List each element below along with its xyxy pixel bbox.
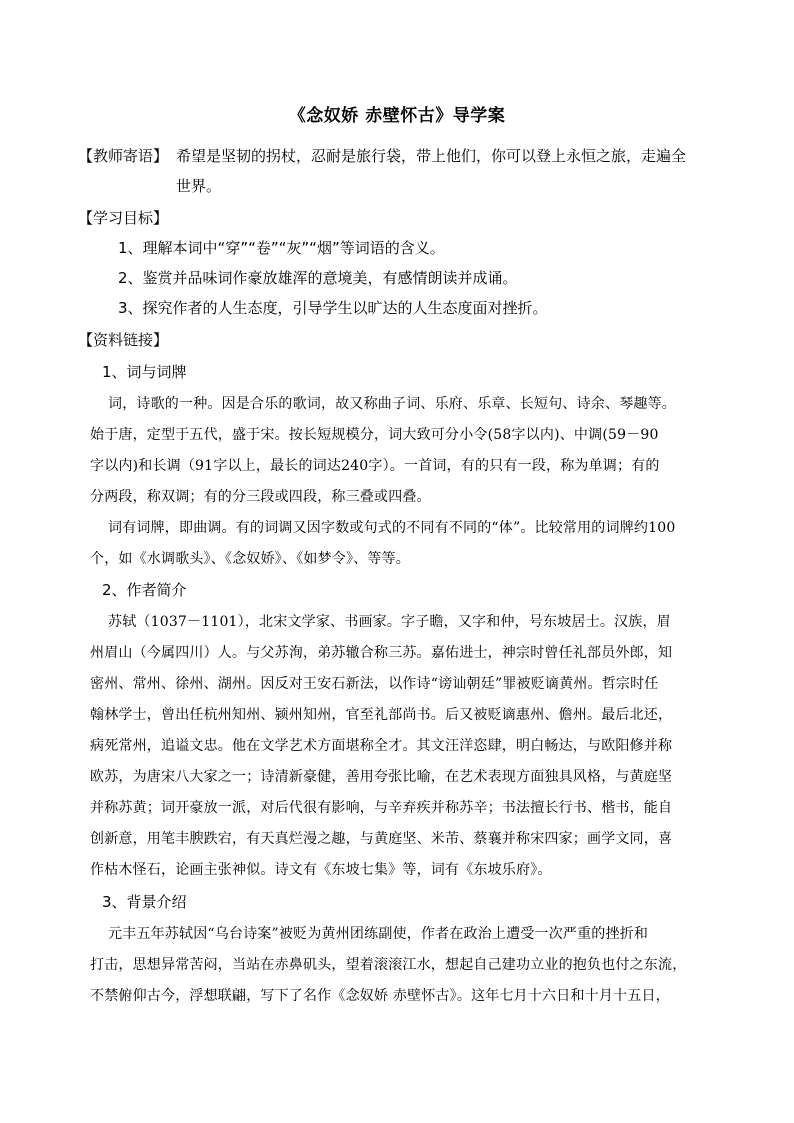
objectives-label: 【学习目标】	[78, 209, 169, 227]
section-heading: 2、作者简介	[102, 581, 187, 599]
paragraph-line: 苏轼（1037－1101），北宋文学家、书画家。字子瞻，又字和仲，号东坡居士。汉族，眉	[108, 614, 671, 630]
paragraph-line: 翰林学士，曾出任杭州知州、颍州知州，官至礼部尚书。后又被贬谪惠州、儋州。最后北还，	[90, 707, 673, 723]
paragraph-line: 创新意，用笔丰腴跌宕，有天真烂漫之趣，与黄庭坚、米芾、蔡襄并称宋四家；画学文同，喜	[90, 831, 673, 847]
paragraph-line: 字以内)和长调（91字以上，最长的词达240字）。一首词，有的只有一段，称为单调；有的	[90, 458, 660, 474]
paragraph-line: 作枯木怪石，论画主张神似。诗文有《东坡七集》等，词有《东坡乐府》。	[90, 862, 552, 878]
objective-item: 1、理解本词中“穿”“卷”“灰”“烟”等词语的含义。	[118, 239, 445, 257]
paragraph-line: 并称苏黄；词开豪放一派，对后代很有影响，与辛弃疾并称苏辛；书法擅长行书、楷书，能自	[90, 800, 673, 816]
paragraph-line: 词有词牌，即曲调。有的词调又因字数或句式的不同有不同的“体”。比较常用的词牌约100	[108, 520, 676, 536]
paragraph-line: 个，如《水调歌头》、《念奴娇》、《如梦令》、等等。	[90, 551, 410, 567]
teacher-message-label: 【教师寄语】	[78, 147, 169, 165]
paragraph-line: 元丰五年苏轼因“乌台诗案”被贬为黄州团练副使，作者在政治上遭受一次严重的挫折和	[108, 926, 649, 942]
section-heading: 1、词与词牌	[102, 363, 187, 381]
document-title: 《念奴娇 赤壁怀古》导学案	[288, 106, 506, 126]
teacher-message-line: 希望是坚韧的拐杖，忍耐是旅行袋，带上他们，你可以登上永恒之旅，走遍全	[176, 147, 687, 165]
paragraph-line: 打击，思想异常苦闷，当站在赤鼻矶头，望着滚滚江水，想起自己建功立业的抱负也付之东流，	[90, 957, 687, 973]
paragraph-line: 病死常州，追谥文忠。他在文学艺术方面堪称全才。其文汪洋恣肆，明白畅达，与欧阳修并称	[90, 738, 673, 754]
paragraph-line: 分两段，称双调；有的分三段或四段，称三叠或四叠。	[90, 489, 431, 505]
objective-item: 2、鉴赏并品味词作豪放雄浑的意境美，有感情朗读并成诵。	[118, 269, 518, 287]
paragraph-line: 州眉山（今属四川）人。与父苏洵，弟苏辙合称三苏。嘉佑进士，神宗时曾任礼部员外郎，知	[90, 645, 673, 661]
section-heading: 3、背景介绍	[102, 893, 187, 911]
objective-item: 3、探究作者的人生态度，引导学生以旷达的人生态度面对挫折。	[118, 299, 548, 317]
teacher-message-line: 世界。	[176, 177, 222, 195]
paragraph-line: 欧苏，为唐宋八大家之一；诗清新豪健，善用夸张比喻，在艺术表现方面独具风格，与黄庭坚	[90, 769, 673, 785]
paragraph-line: 词，诗歌的一种。因是合乐的歌词，故又称曲子词、乐府、乐章、长短句、诗余、琴趣等。	[108, 396, 676, 412]
paragraph-line: 密州、常州、徐州、湖州。因反对王安石新法，以作诗“谤讪朝廷”罪被贬谪黄州。哲宗时任	[90, 676, 659, 692]
paragraph-line: 始于唐，定型于五代，盛于宋。按长短规模分，词大致可分小令(58字以内)、中调(59－90	[90, 427, 659, 443]
resources-label: 【资料链接】	[78, 331, 169, 349]
paragraph-line: 不禁俯仰古今，浮想联翩，写下了名作《念奴娇 赤壁怀古》。这年七月十六日和十月十五日，	[90, 988, 670, 1004]
